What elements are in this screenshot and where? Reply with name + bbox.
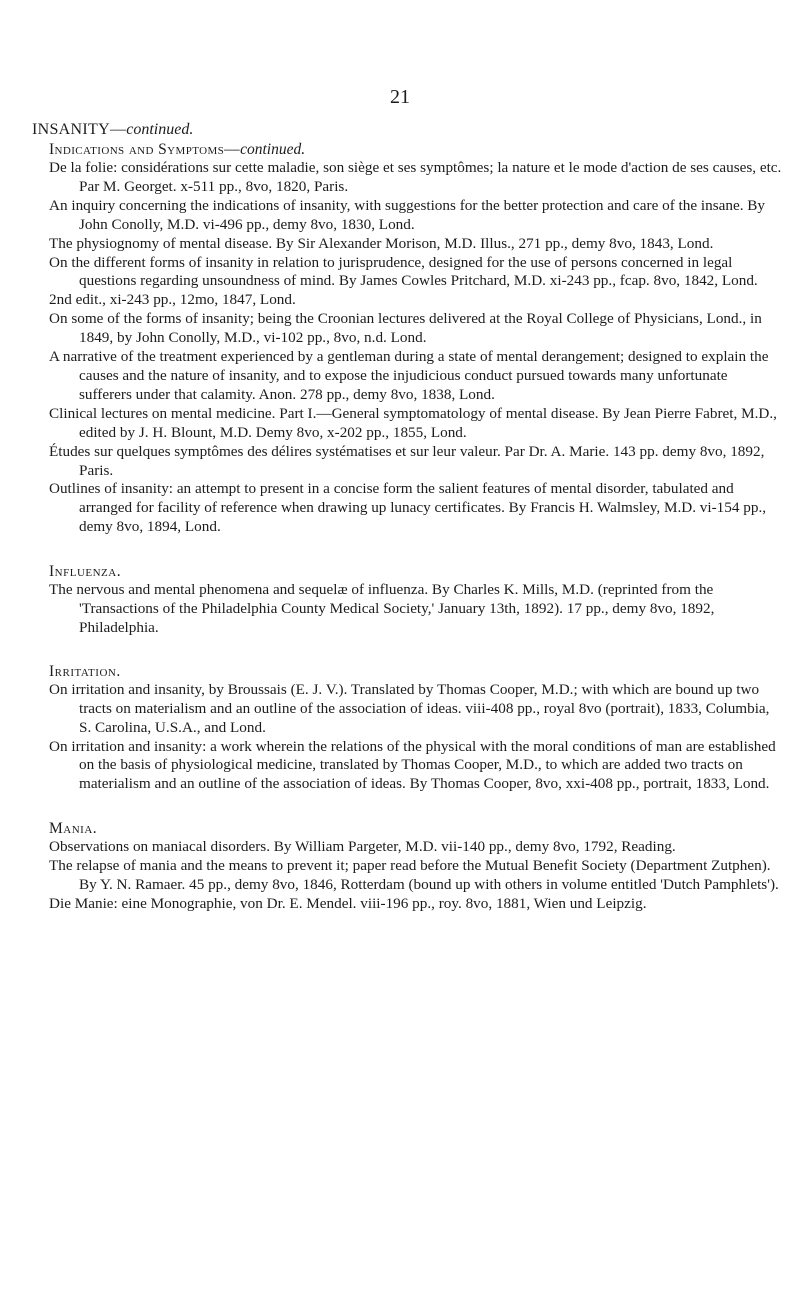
section-heading-influenza: Influenza. — [49, 563, 122, 581]
bibliography-entry: The relapse of mania and the means to prevent it; paper read before the Mutual Benefit Society (Department Zutphen). By Y. N. Ramaer. 45 pp., demy 8vo, 1846, Rotterdam (bound up with others in volume entitled 'Dutch Pamphlets'). — [49, 857, 779, 894]
subsection-title: Indications and Symptoms— — [49, 141, 241, 158]
bibliography-entry: On irritation and insanity: a work wherein the relations of the physical with the moral conditions of man are established on the basis of physiological medicine, translated by Thomas Cooper, M.D., to which are added two tracts on materialism and an outline of the association of ideas. By Thomas Cooper, 8vo, xxi-408 pp., portrait, 1833, Lond. — [49, 737, 776, 793]
insanity-entry-list — [32, 159, 784, 537]
bibliography-entry: Observations on maniacal disorders. By William Pargeter, M.D. vii-140 pp., demy 8vo, 1792, Reading. — [49, 838, 676, 856]
bibliography-entry: Outlines of insanity: an attempt to present in a concise form the salient features of mental disorder, tabulated and arranged for facility of reference when drawing up lunacy certificates. By Francis H. Walmsley, M.D. vi-154 pp., demy 8vo, 1894, Lond. — [49, 480, 767, 536]
bibliography-entry: On some of the forms of insanity; being the Croonian lectures delivered at the Royal College of Physicians, Lond., in 1849, by John Conolly, M.D., vi-102 pp., 8vo, n.d. Lond. — [49, 310, 762, 347]
bibliography-entry: The nervous and mental phenomena and sequelæ of influenza. By Charles K. Mills, M.D. (reprinted from the 'Transactions of the Philadelphia County Medical Society,' January 13th, 1892). 17 pp., demy 8vo, 1892, Philadelphia. — [49, 581, 715, 636]
section-heading-irritation: Irritation. — [49, 662, 121, 680]
bibliography-entry: On the different forms of insanity in relation to jurisprudence, designed for the use of persons concerned in legal questions regarding unsoundness of mind. By James Cowles Pritchard, M.D. xi-243 pp., fcap. 8vo, 1842, Lond. — [49, 253, 758, 290]
bibliography-entry: An inquiry concerning the indications of insanity, with suggestions for the better protection and care of the insane. By John Conolly, M.D. vi-496 pp., demy 8vo, 1830, Lond. — [49, 196, 766, 233]
section-heading-mania: Mania. — [49, 820, 98, 838]
bibliography-entry: Études sur quelques symptômes des délires systématises et sur leur valeur. Par Dr. A. Marie. 143 pp. demy 8vo, 1892, Paris. — [49, 442, 765, 479]
bibliography-entry: 2nd edit., xi-243 pp., 12mo, 1847, Lond. — [49, 291, 296, 309]
page-number: 21 — [390, 86, 410, 108]
bibliography-entry: On irritation and insanity, by Broussais (E. J. V.). Translated by Thomas Cooper, M.D.; with which are bound up two tracts on materialism and an outline of the association of ideas. viii-408 pp., royal 8vo (portrait), 1833, Columbia, S. Carolina, U.S.A., and Lond. — [49, 680, 770, 736]
page-content — [32, 120, 784, 914]
bibliography-entry: Clinical lectures on mental medicine. Part I.—General symptomatology of mental disease. By Jean Pierre Fabret, M.D., edited by J. H. Blount, M.D. Demy 8vo, x-202 pp., 1855, Lond. — [49, 404, 777, 441]
subsection-continued: continued. — [240, 141, 306, 158]
running-head-title: INSANITY— — [32, 121, 127, 138]
bibliography-entry: Die Manie: eine Monographie, von Dr. E. Mendel. viii-196 pp., roy. 8vo, 1881, Wien und Leipzig. — [49, 895, 647, 912]
bibliography-entry: A narrative of the treatment experienced by a gentleman during a state of mental derangement; designed to explain the causes and the nature of insanity, and to expose the injudicious conduct pursued towards many unfortunate sufferers under that calamity. Anon. 278 pp., demy 8vo, 1838, Lond. — [49, 348, 769, 403]
bibliography-entry: De la folie: considérations sur cette maladie, son siège et ses symptômes; la nature et le mode d'action de ses causes, etc. Par M. Georget. x-511 pp., 8vo, 1820, Paris. — [49, 159, 782, 195]
running-head-continued: continued. — [126, 121, 194, 138]
running-head — [32, 120, 784, 139]
subsection-heading — [49, 140, 784, 159]
bibliography-entry: The physiognomy of mental disease. By Sir Alexander Morison, M.D. Illus., 271 pp., demy 8vo, 1843, Lond. — [49, 234, 714, 252]
